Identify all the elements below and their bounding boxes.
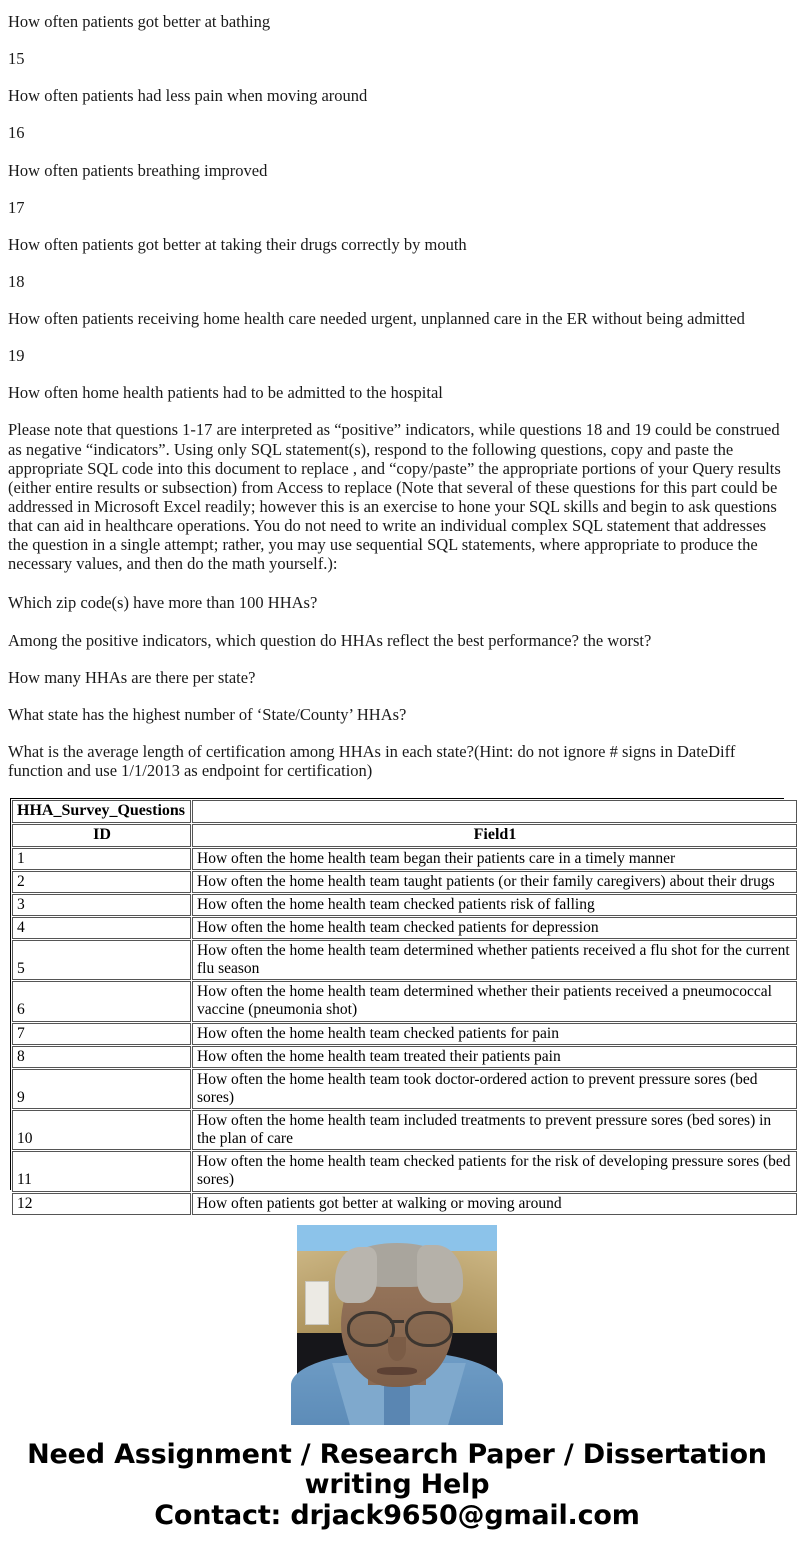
intro-text-block [0,12,794,780]
avatar-glasses-right-lens [405,1311,453,1347]
cell-id: 7 [12,1023,191,1045]
cell-id: 9 [12,1069,191,1109]
table-row [12,1023,797,1045]
cell-field1: How often the home health team checked patients for the risk of developing pressure sores (bed sores) [192,1151,797,1191]
table-row [12,1069,797,1109]
cell-field1: How often the home health team included treatments to prevent pressure sores (bed sores) in the plan of care [192,1110,797,1150]
cell-field1: How often the home health team treated their patients pain [192,1046,797,1068]
assignment-question: What is the average length of certification among HHAs in each state?(Hint: do not ignore # signs in DateDiff function and use 1/1/2013 as endpoint for certification) [8,741,736,780]
cell-id: 3 [12,894,191,916]
cell-id: 12 [12,1193,191,1215]
intro-line: How often patients got better at bathing [8,12,271,31]
avatar-glasses-bridge [390,1320,404,1323]
cell-field1: How often the home health team checked patients for pain [192,1023,797,1045]
table-row [12,981,797,1021]
table-row [12,1151,797,1191]
cell-field1: How often the home health team checked patients for depression [192,917,797,939]
intro-line: How often patients had less pain when moving around [8,86,368,106]
table-row [12,894,797,916]
table-row [12,1193,797,1215]
table-title-spacer [192,800,797,823]
table-header-row [12,824,797,847]
intro-line: 18 [8,271,25,291]
column-header-id: ID [12,824,191,847]
avatar [297,1225,497,1425]
intro-line: How often patients got better at taking their drugs correctly by mouth [8,234,467,254]
assignment-question: How many HHAs are there per state? [8,667,256,687]
cell-field1: How often patients got better at walking or moving around [192,1193,797,1215]
table-row [12,1046,797,1068]
table-row [12,848,797,870]
cell-field1: How often the home health team checked patients risk of falling [192,894,797,916]
cell-id: 4 [12,917,191,939]
cell-field1: How often the home health team determined whether their patients received a pneumococcal vaccine (pneumonia shot) [192,981,797,1021]
column-header-field1: Field1 [192,824,797,847]
avatar-zone [0,1220,794,1430]
avatar-mouth [377,1367,417,1375]
intro-line: 15 [8,49,25,69]
intro-line: How often patients breathing improved [8,160,268,180]
promo-footer [0,1430,794,1547]
cell-id: 2 [12,871,191,893]
intro-line: How often home health patients had to be admitted to the hospital [8,383,443,403]
cell-field1: How often the home health team began their patients care in a timely manner [192,848,797,870]
cell-id: 1 [12,848,191,870]
table-title-cell: HHA_Survey_Questions [12,800,191,823]
avatar-nose [388,1337,406,1361]
cell-id: 6 [12,981,191,1021]
table-title-row [12,800,797,823]
cell-id: 8 [12,1046,191,1068]
cell-field1: How often the home health team taught patients (or their family caregivers) about their drugs [192,871,797,893]
assignment-question: What state has the highest number of ‘State/County’ HHAs? [8,704,407,724]
table-row [12,940,797,980]
table-row [12,871,797,893]
cell-id: 11 [12,1151,191,1191]
assignment-question: Which zip code(s) have more than 100 HHAs? [8,593,318,613]
intro-line: 19 [8,346,25,366]
table-row [12,1110,797,1150]
promo-line-2: writing Help [304,1469,490,1501]
promo-line-1: Need Assignment / Research Paper / Dissertation [27,1439,767,1471]
intro-line: 17 [8,197,25,217]
promo-contact-line: Contact: drjack9650@gmail.com [154,1499,640,1531]
assignment-question: Among the positive indicators, which question do HHAs reflect the best performance? the worst? [8,630,652,650]
intro-line: How often patients receiving home health care needed urgent, unplanned care in the ER without being admitted [8,309,745,328]
cell-id: 10 [12,1110,191,1150]
avatar-wall-switch [305,1281,329,1325]
intro-line: 16 [8,123,25,143]
cell-field1: How often the home health team took doctor-ordered action to prevent pressure sores (bed sores) [192,1069,797,1109]
table-row [12,917,797,939]
cell-field1: How often the home health team determined whether patients received a flu shot for the current flu season [192,940,797,980]
document-body [0,12,794,1547]
hha-survey-questions-table [10,798,791,1212]
assignment-note-paragraph: Please note that questions 1-17 are interpreted as “positive” indicators, while questions 18 and 19 could be construed as negative “indicators”. Using only SQL statement(s), respond to the following questions, copy and paste the appropriate SQL code into this document to replace , and “copy/paste” the appropriate portions of your Query results (either entire results or subsection) from Access to replace (Note that several of these questions for this part could be addressed in Microsoft Excel readily; however this is an exercise to hone your SQL skills and begin to ask questions that can aid in healthcare operations. You do not need to write an individual complex SQL statement that addresses the question in a single attempt; rather, you may use sequential SQL statements, where appropriate to produce the necessary values, and then do the math yourself.): [8,420,781,574]
cell-id: 5 [12,940,191,980]
